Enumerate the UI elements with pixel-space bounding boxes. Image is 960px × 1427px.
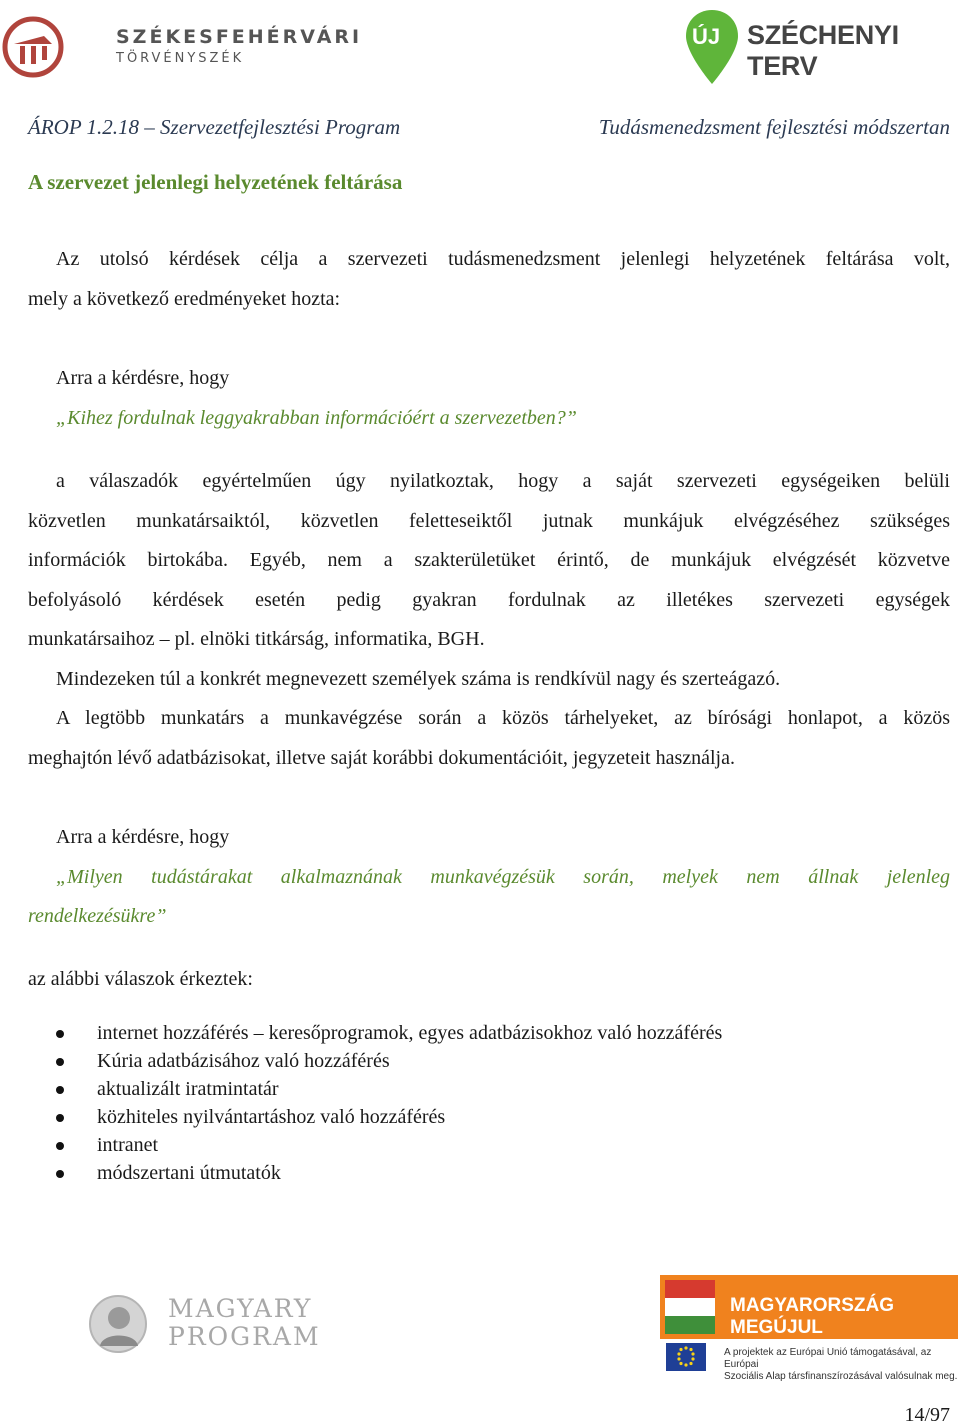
magyary-logo <box>88 1294 148 1354</box>
list-item: intranet <box>56 1131 722 1159</box>
q2-answers-intro: az alábbi válaszok érkeztek: <box>28 968 253 990</box>
bullet-icon <box>56 1114 64 1122</box>
q2-question-line1: „Milyen tudástárakat alkalmaznának munkavégzésük során, melyek nem állnak jelenleg <box>56 866 950 888</box>
q1-extra2-line2: meghajtón lévő adatbázisokat, illetve saját korábbi dokumentációit, jegyzeteit használja. <box>28 747 735 769</box>
list-item: aktualizált iratmintatár <box>56 1075 722 1103</box>
q1-extra2-line1: A legtöbb munkatárs a munkavégzése során a közös tárhelyeket, az bírósági honlapot, a közös <box>56 707 950 729</box>
magyary-line1: MAGYARY <box>168 1294 313 1323</box>
hungary-renews-banner <box>660 1275 958 1382</box>
plan-badge: ÚJ <box>692 24 721 49</box>
banner-title: MAGYARORSZÁG MEGÚJUL <box>730 1295 894 1338</box>
q1-lead: Arra a kérdésre, hogy <box>56 367 230 389</box>
court-emblem-icon <box>2 16 64 78</box>
intro-line1: Az utolsó kérdések célja a szervezeti tudásmenedzsment jelenlegi helyzetének feltárása volt, <box>56 248 950 270</box>
q1-answer-line: információk birtokába. Egyéb, nem a szakterületüket érintő, de munkájuk elvégzését közvetve <box>28 549 950 571</box>
q1-extra1: Mindezeken túl a konkrét megnevezett személyek száma is rendkívül nagy és szerteágazó. <box>56 668 781 690</box>
list-item: közhiteles nyilvántartáshoz való hozzáférés <box>56 1103 722 1131</box>
answers-list <box>56 1019 722 1187</box>
court-name-line1: SZÉKESFEHÉRVÁRI <box>116 26 363 48</box>
q2-question-line2: rendelkezésükre” <box>28 905 167 927</box>
running-header-left: ÁROP 1.2.18 – Szervezetfejlesztési Program <box>28 115 401 139</box>
banner-caption: A projektek az Európai Unió támogatásával, az Európai Szociális Alap társfinanszírozásával valósulnak meg. <box>724 1347 958 1382</box>
eu-flag-icon <box>666 1343 706 1371</box>
plan-name: SZÉCHENYI TERV <box>747 20 899 81</box>
bullet-icon <box>56 1170 64 1178</box>
bullet-icon <box>56 1142 64 1150</box>
q1-answer-line: munkatársaihoz – pl. elnöki titkárság, informatika, BGH. <box>28 628 485 650</box>
q1-answer-line: befolyásoló kérdések esetén pedig gyakran fordulnak az illetékes szervezeti egységek <box>28 588 950 611</box>
intro-line2: mely a következő eredményeket hozta: <box>28 288 341 310</box>
q1-question: „Kihez fordulnak leggyakrabban információért a szervezetben?” <box>56 407 577 429</box>
bullet-icon <box>56 1030 64 1038</box>
list-item: módszertani útmutatók <box>56 1159 722 1187</box>
q1-answer <box>28 470 950 668</box>
hungarian-flag-icon <box>665 1280 715 1334</box>
portrait-icon <box>88 1294 148 1354</box>
q2-lead: Arra a kérdésre, hogy <box>56 826 230 848</box>
page-number: 14/97 <box>904 1404 950 1426</box>
list-item: internet hozzáférés – keresőprogramok, egyes adatbázisokhoz való hozzáférés <box>56 1019 722 1047</box>
court-name-line2: TÖRVÉNYSZÉK <box>116 51 245 66</box>
running-header-right: Tudásmenedzsment fejlesztési módszertan <box>598 115 950 139</box>
list-item: Kúria adatbázisához való hozzáférés <box>56 1047 722 1075</box>
magyary-line2: PROGRAM <box>168 1322 321 1351</box>
q1-answer-line: a válaszadók egyértelműen úgy nyilatkoztak, hogy a saját szervezeti egységeiken belüli <box>56 470 950 492</box>
bullet-icon <box>56 1086 64 1094</box>
q1-answer-line: közvetlen munkatársaiktól, közvetlen feletteseiktől jutnak munkájuk elvégzéséhez szükséges <box>28 509 950 532</box>
section-title: A szervezet jelenlegi helyzetének feltárása <box>28 170 403 194</box>
szechenyi-logo <box>684 8 740 88</box>
bullet-icon <box>56 1058 64 1066</box>
